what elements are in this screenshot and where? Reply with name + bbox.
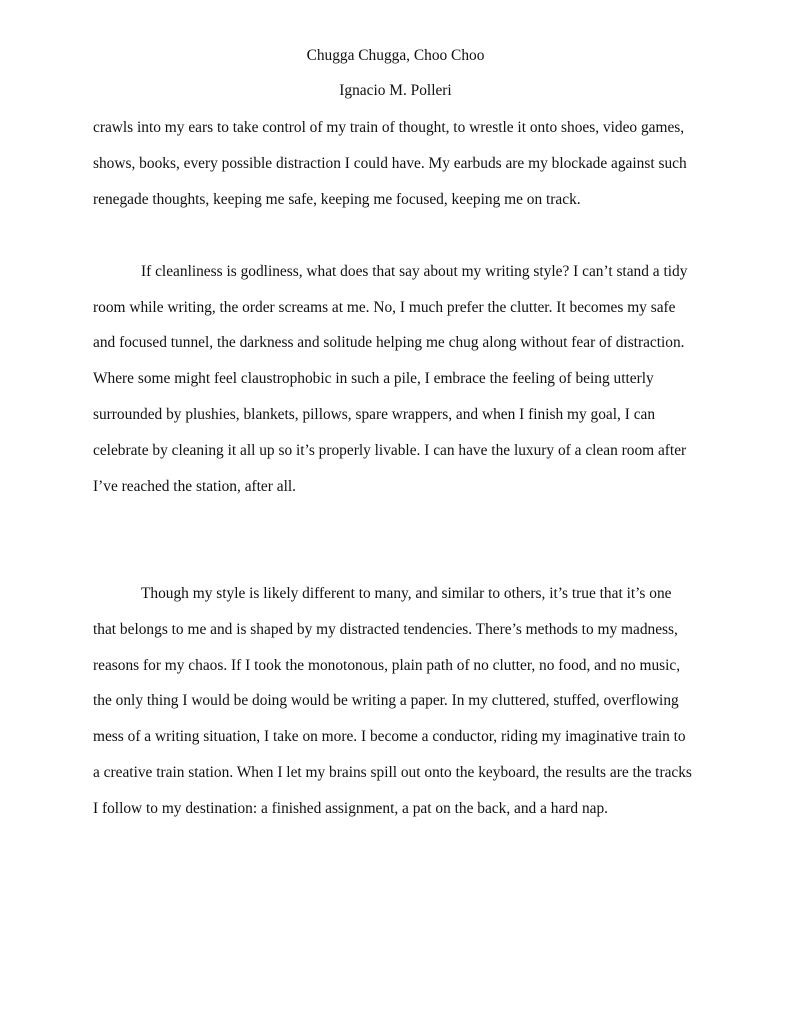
paragraph-1-line-3: renegade thoughts, keeping me safe, keeping me focused, keeping me on track. [93, 191, 581, 208]
paragraph-2-line-6: celebrate by cleaning it all up so it’s properly livable. I can have the luxury of a clean room after [93, 442, 687, 459]
paragraph-1-line-1: crawls into my ears to take control of my train of thought, to wrestle it onto shoes, video games, [93, 119, 685, 136]
paragraph-3-line-7: I follow to my destination: a finished assignment, a pat on the back, and a hard nap. [93, 800, 609, 817]
paragraph-2-line-4: Where some might feel claustrophobic in such a pile, I embrace the feeling of being utterly [93, 370, 654, 387]
paragraph-3-line-5: mess of a writing situation, I take on more. I become a conductor, riding my imaginative train to [93, 728, 686, 745]
paragraph-2-line-1: If cleanliness is godliness, what does that say about my writing style? I can’t stand a tidy [141, 263, 688, 280]
paragraph-3-line-3: reasons for my chaos. If I took the monotonous, plain path of no clutter, no food, and no music, [93, 657, 681, 674]
paragraph-2-line-7: I’ve reached the station, after all. [93, 478, 296, 495]
paragraph-1-line-2: shows, books, every possible distraction I could have. My earbuds are my blockade against such [93, 155, 687, 172]
paragraph-3-line-1: Though my style is likely different to many, and similar to others, it’s true that it’s one [141, 585, 672, 602]
paragraph-3-line-6: a creative train station. When I let my brains spill out onto the keyboard, the results are the tracks [93, 764, 692, 781]
paragraph-2-line-5: surrounded by plushies, blankets, pillows, spare wrappers, and when I finish my goal, I can [93, 406, 656, 423]
document-title: Chugga Chugga, Choo Choo [306, 47, 485, 64]
paragraph-3-line-4: the only thing I would be doing would be writing a paper. In my cluttered, stuffed, overflowing [93, 692, 679, 709]
paragraph-2-line-2: room while writing, the order screams at me. No, I much prefer the clutter. It becomes my safe [93, 299, 676, 316]
paragraph-2-line-3: and focused tunnel, the darkness and solitude helping me chug along without fear of distraction. [93, 334, 685, 351]
paragraph-3-line-2: that belongs to me and is shaped by my distracted tendencies. There’s methods to my madness, [93, 621, 678, 638]
document-author: Ignacio M. Polleri [339, 82, 452, 99]
